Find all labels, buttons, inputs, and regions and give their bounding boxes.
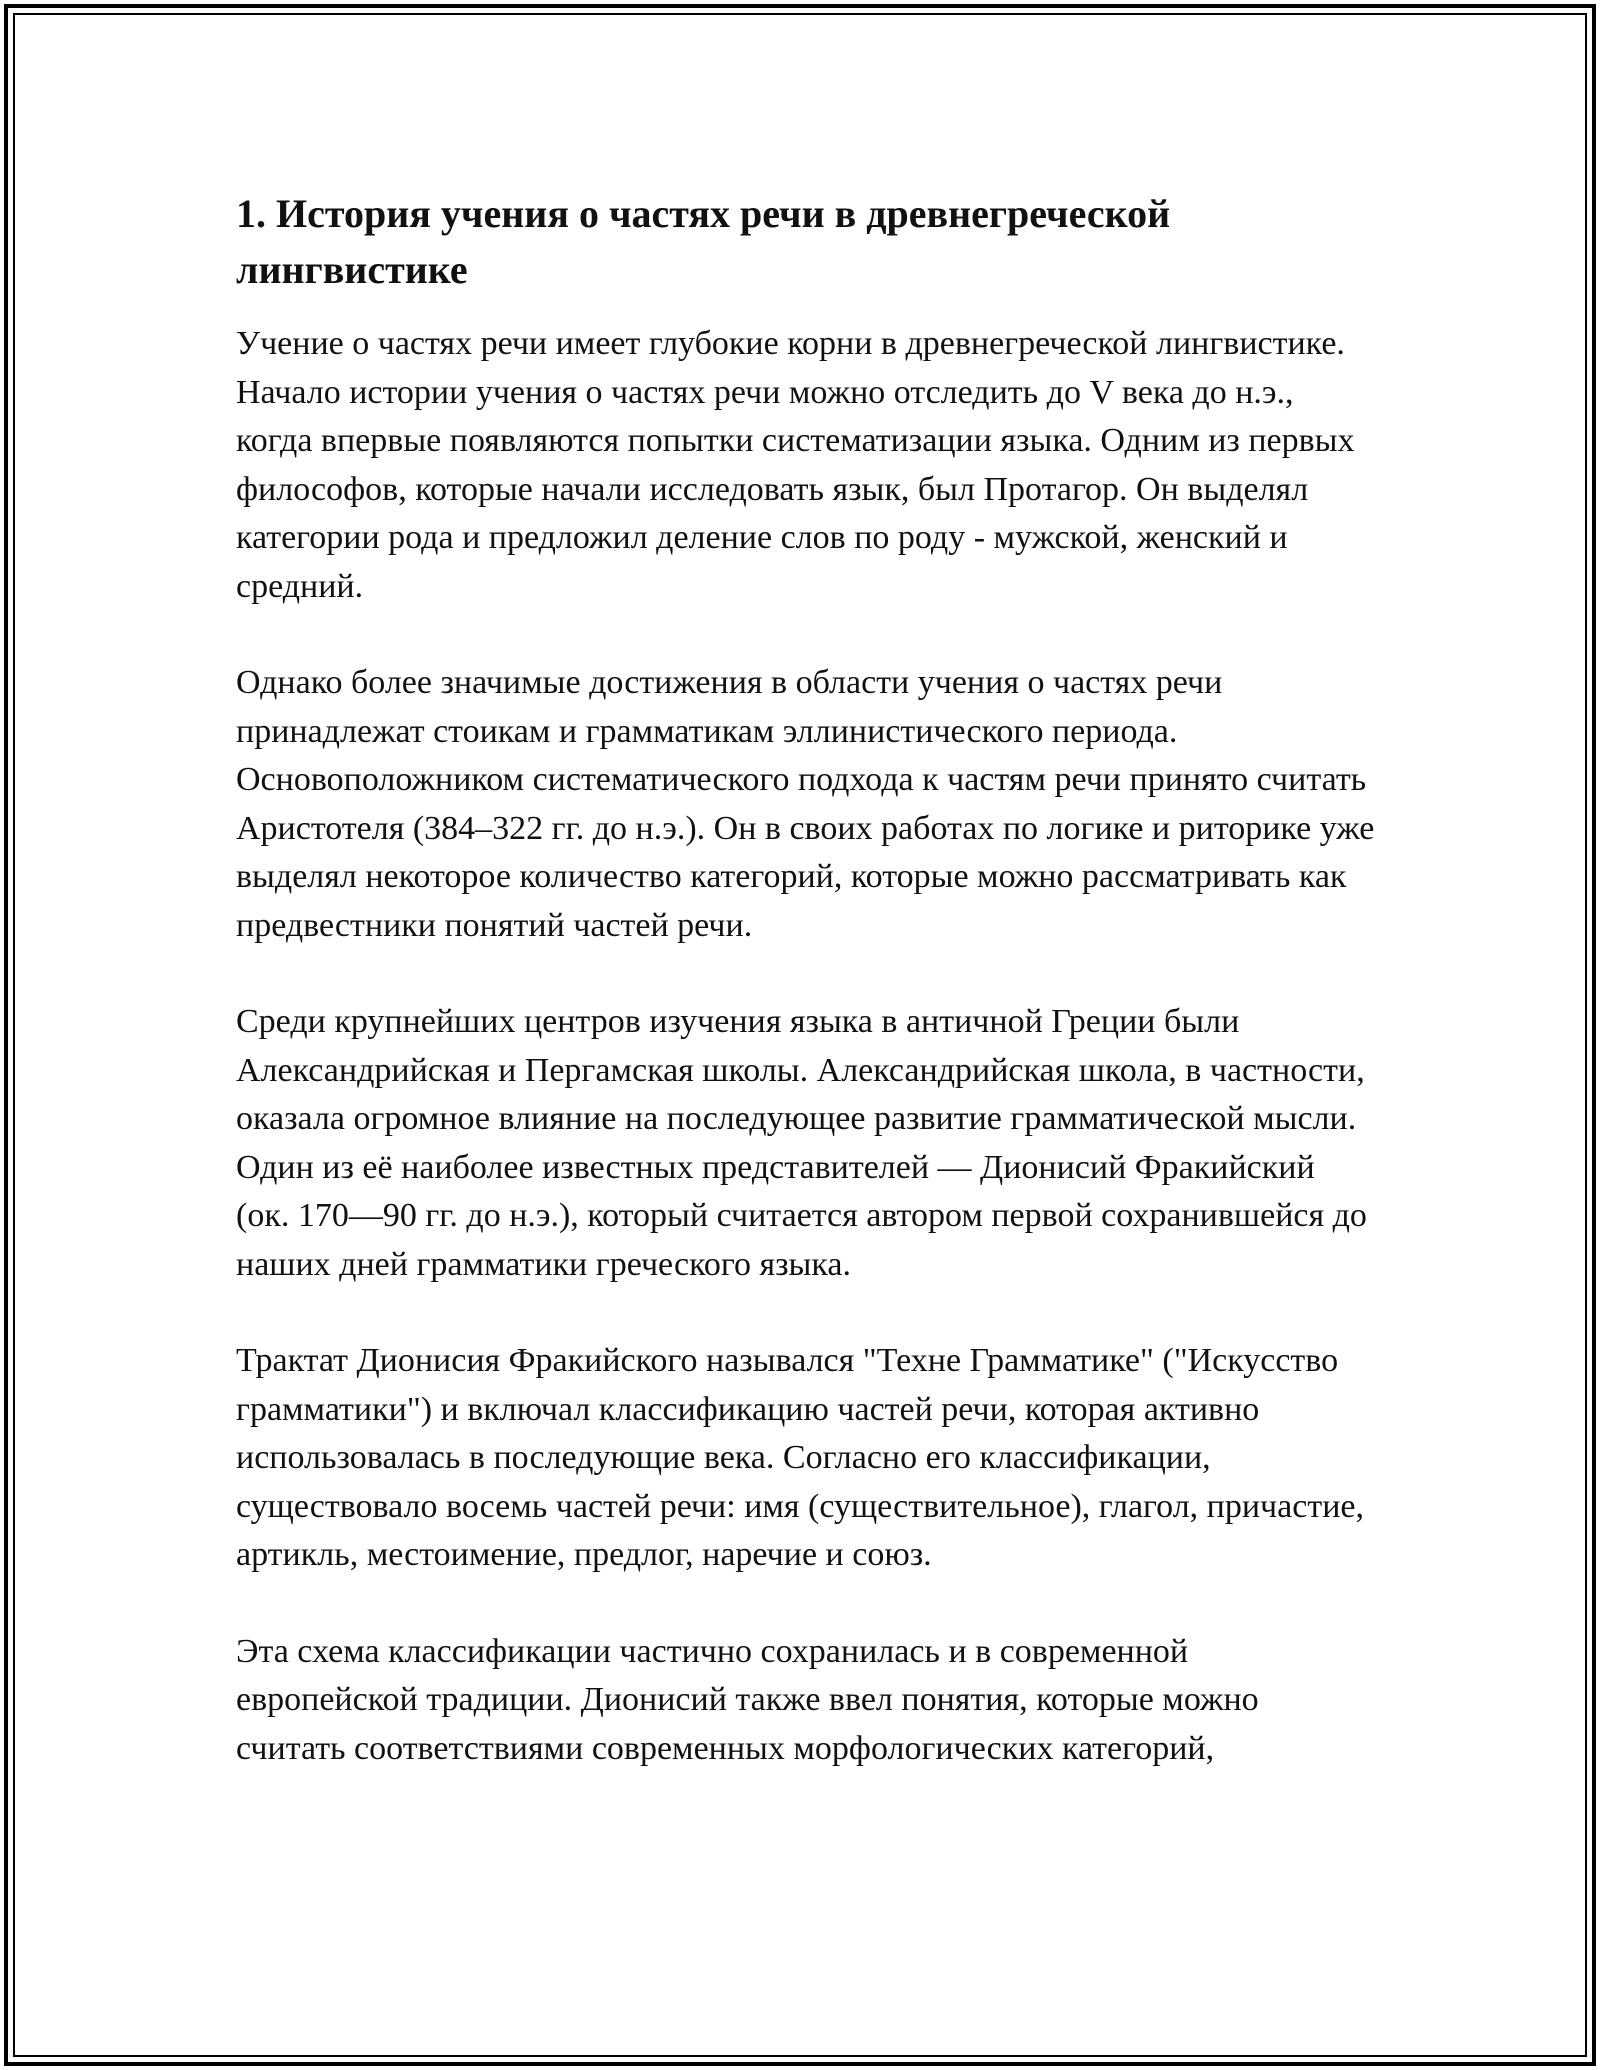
paragraph-3: Среди крупнейших центров изучения языка в античной Греции были Александрийская и Пергамская школы. Александрийская школа, в частности, оказала огромное влияние на последующее развитие грамматической мысли. Один из её наиболее известных представителей — Дионисий Фракийский (ок. 170—90 гг. до н.э.), который считается автором первой сохранившейся до наших дней грамматики греческого языка. [236,1003,1367,1283]
paragraph-5: Эта схема классификации частично сохранилась и в современной европейской традиции. Дионисий также ввел понятия, которые можно считать соответствиями современных морфологических категорий, [236,1632,1259,1767]
paragraph-2: Однако более значимые достижения в области учения о частях речи принадлежат стоикам и грамматикам эллинистического периода. Основоположником систематического подхода к частям речи принято считать Аристотеля (384–322 гг. до н.э.). Он в своих работах по логике и риторике уже выделял некоторое количество категорий, которые можно рассматривать как предвестники понятий частей речи. [236,664,1375,944]
paragraph-1: Учение о частях речи имеет глубокие корни в древнегреческой лингвистике. Начало истории учения о частях речи можно отследить до V века до н.э., когда впервые появляются попытки систематизации языка. Одним из первых философов, которые начали исследовать язык, был Протагор. Он выделял категории рода и предложил деление слов по роду - мужской, женский и средний. [236,325,1355,605]
document-body [236,186,1376,1821]
paragraph-4: Трактат Дионисия Фракийского назывался "Техне Грамматике" ("Искусство грамматики") и включал классификацию частей речи, которая активно использовалась в последующие века. Согласно его классификации, существовало восемь частей речи: имя (существительное), глагол, причастие, артикль, местоимение, предлог, наречие и союз. [236,1342,1364,1573]
section-title: 1. История учения о частях речи в древнегреческой лингвистике [236,191,1171,292]
